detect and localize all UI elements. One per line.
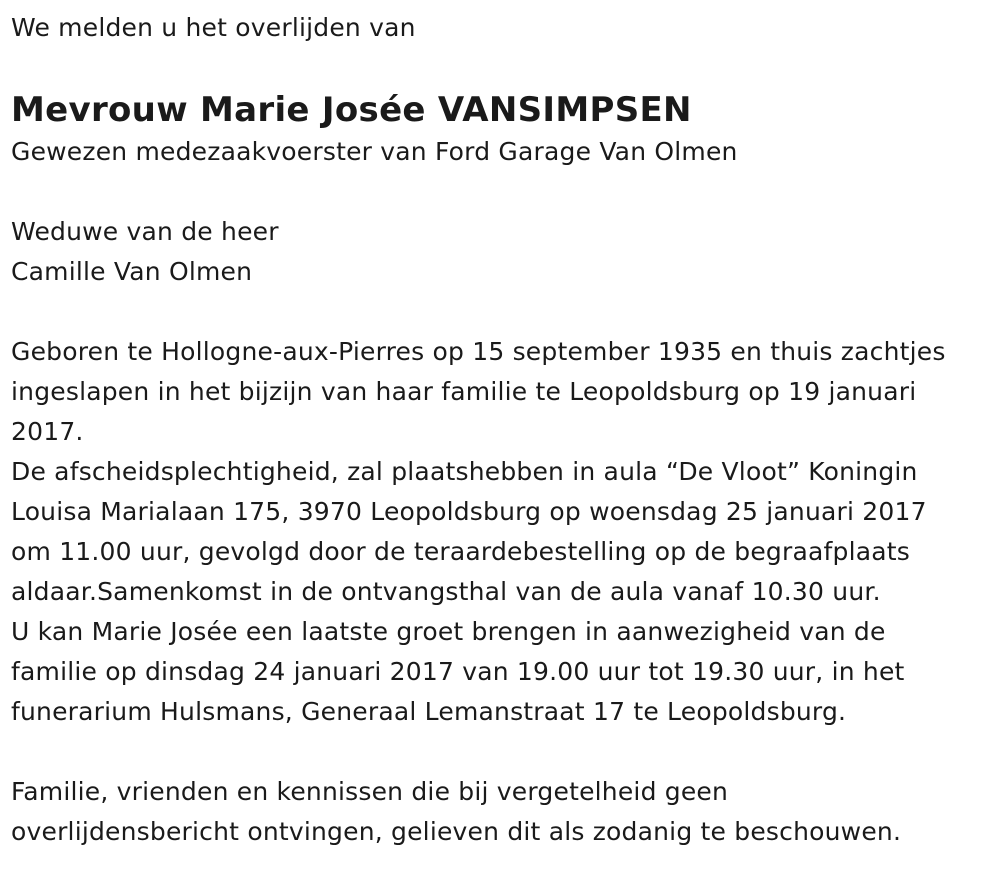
- deceased-name: Mevrouw Marie Josée VANSIMPSEN: [11, 90, 692, 130]
- details-block: [11, 332, 1000, 732]
- details-line: U kan Marie Josée een laatste groet brengen in aanwezigheid van de: [11, 617, 886, 646]
- details-line: om 11.00 uur, gevolgd door de teraardebestelling op de begraafplaats: [11, 537, 911, 566]
- details-line: Louisa Marialaan 175, 3970 Leopoldsburg op woensdag 25 januari 2017: [11, 497, 927, 526]
- widow-line: Weduwe van de heer: [11, 217, 279, 246]
- intro-text: We melden u het overlijden van: [11, 13, 416, 42]
- details-line: familie op dinsdag 24 januari 2017 van 19.00 uur tot 19.30 uur, in het: [11, 657, 905, 686]
- spacer: [11, 732, 1000, 772]
- details-line: 2017.: [11, 417, 84, 446]
- spacer: [11, 172, 1000, 212]
- spacer: [11, 292, 1000, 332]
- closing-block: [11, 772, 1000, 852]
- details-line: ingeslapen in het bijzijn van haar familie te Leopoldsburg op 19 januari: [11, 377, 917, 406]
- widow-line: Camille Van Olmen: [11, 257, 253, 286]
- deceased-subtitle: Gewezen medezaakvoerster van Ford Garage Van Olmen: [11, 137, 738, 166]
- details-line: aldaar.Samenkomst in de ontvangsthal van de aula vanaf 10.30 uur.: [11, 577, 881, 606]
- details-line: Geboren te Hollogne-aux-Pierres op 15 september 1935 en thuis zachtjes: [11, 337, 946, 366]
- closing-line: overlijdensbericht ontvingen, gelieven dit als zodanig te beschouwen.: [11, 817, 902, 846]
- closing-line: Familie, vrienden en kennissen die bij vergetelheid geen: [11, 777, 729, 806]
- widow-block: [11, 212, 1000, 292]
- details-line: De afscheidsplechtigheid, zal plaatshebben in aula “De Vloot” Koningin: [11, 457, 918, 486]
- details-line: funerarium Hulsmans, Generaal Lemanstraat 17 te Leopoldsburg.: [11, 697, 847, 726]
